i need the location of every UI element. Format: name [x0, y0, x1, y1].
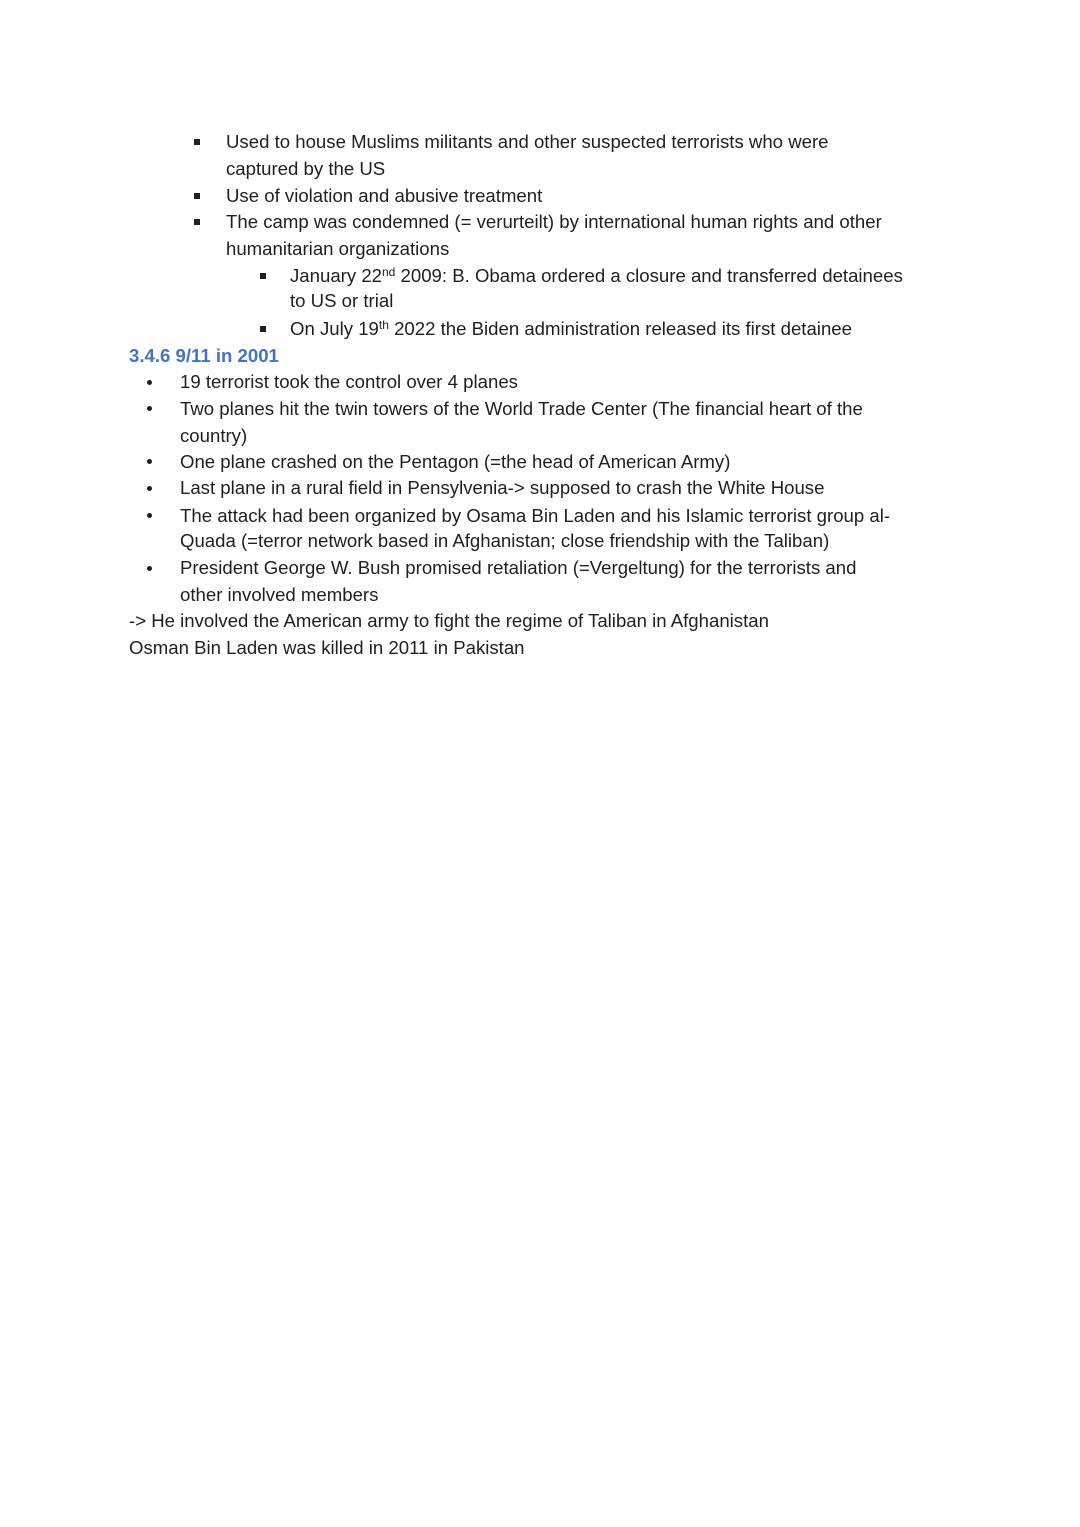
list-item-text: Last plane in a rural field in Pensylvenia-> supposed to crash the White House	[180, 477, 825, 498]
bullet-icon	[147, 380, 152, 385]
list-item-text: other involved members	[180, 584, 379, 605]
list-item-text: Use of violation and abusive treatment	[226, 185, 543, 206]
list-item-text: country)	[180, 425, 248, 446]
list-item-text: On July 19th 2022 the Biden administration released its first detainee	[290, 318, 852, 339]
square-bullet-icon	[194, 139, 200, 145]
list-item-text: Two planes hit the twin towers of the World Trade Center (The financial heart of the	[180, 398, 863, 419]
section-heading: 3.4.6 9/11 in 2001	[129, 345, 279, 366]
list-item-text: The camp was condemned (= verurteilt) by international human rights and other	[226, 211, 882, 232]
list-item-text: humanitarian organizations	[226, 238, 450, 259]
list-item-text: President George W. Bush promised retaliation (=Vergeltung) for the terrorists and	[180, 557, 857, 578]
bullet-icon	[147, 566, 152, 571]
bullet-icon	[147, 513, 152, 518]
list-item-text: 19 terrorist took the control over 4 planes	[180, 371, 518, 392]
list-item-text: to US or trial	[290, 290, 394, 311]
list-item-text: captured by the US	[226, 158, 386, 179]
bullet-icon	[147, 486, 152, 491]
bullet-icon	[147, 406, 152, 411]
list-item-text: The attack had been organized by Osama Bin Laden and his Islamic terrorist group al-	[180, 505, 891, 526]
list-item-text: Used to house Muslims militants and other suspected terrorists who were	[226, 131, 829, 152]
square-bullet-icon	[260, 273, 266, 279]
list-item-text: One plane crashed on the Pentagon (=the head of American Army)	[180, 451, 731, 472]
paragraph: -> He involved the American army to fight the regime of Taliban in Afghanistan	[129, 610, 769, 631]
square-bullet-icon	[194, 219, 200, 225]
bullet-icon	[147, 459, 152, 464]
square-bullet-icon	[260, 326, 266, 332]
square-bullet-icon	[194, 193, 200, 199]
paragraph: Osman Bin Laden was killed in 2011 in Pakistan	[129, 637, 525, 658]
list-item-text: Quada (=terror network based in Afghanistan; close friendship with the Taliban)	[180, 530, 830, 551]
list-item-text: January 22nd 2009: B. Obama ordered a closure and transferred detainees	[290, 265, 903, 286]
